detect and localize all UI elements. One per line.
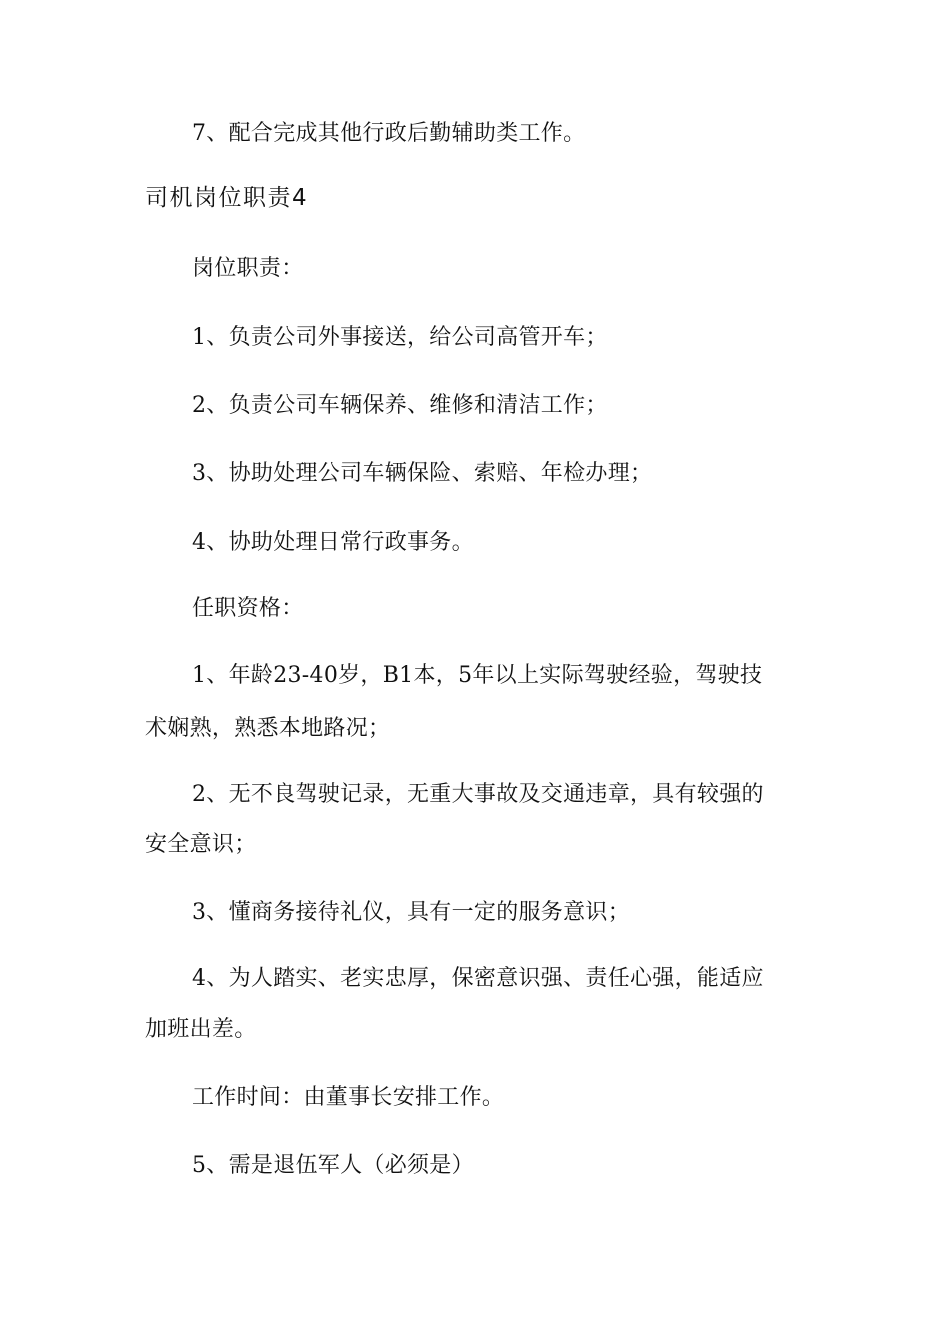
responsibility-item-1: 1、负责公司外事接送，给公司高管开车； [192, 325, 608, 350]
responsibility-item-3: 3、协助处理公司车辆保险、索赔、年检办理； [192, 461, 653, 486]
responsibilities-label: 岗位职责： [192, 256, 304, 281]
qualification-item-4-line-1: 4、为人踏实、老实忠厚，保密意识强、责任心强，能适应 [192, 966, 764, 991]
qualification-item-2-line-1: 2、无不良驾驶记录，无重大事故及交通违章，具有较强的 [192, 782, 764, 807]
qualification-item-1-line-2: 术娴熟，熟悉本地路况； [145, 716, 391, 741]
qualification-item-2-line-2: 安全意识； [145, 832, 257, 857]
responsibility-item-2: 2、负责公司车辆保养、维修和清洁工作； [192, 393, 608, 418]
qualification-item-4-line-2: 加班出差。 [145, 1017, 257, 1042]
paragraph-item-7: 7、配合完成其他行政后勤辅助类工作。 [192, 121, 586, 146]
responsibility-item-4: 4、协助处理日常行政事务。 [192, 530, 474, 555]
qualification-item-1-line-1: 1、年龄23-40岁，B1本，5年以上实际驾驶经验，驾驶技 [192, 663, 763, 688]
qualification-item-5: 5、需是退伍军人（必须是） [192, 1153, 474, 1178]
qualification-item-3: 3、懂商务接待礼仪，具有一定的服务意识； [192, 900, 630, 925]
working-hours: 工作时间：由董事长安排工作。 [192, 1085, 505, 1110]
qualifications-label: 任职资格： [192, 596, 304, 621]
section-heading: 司机岗位职责4 [145, 185, 309, 211]
